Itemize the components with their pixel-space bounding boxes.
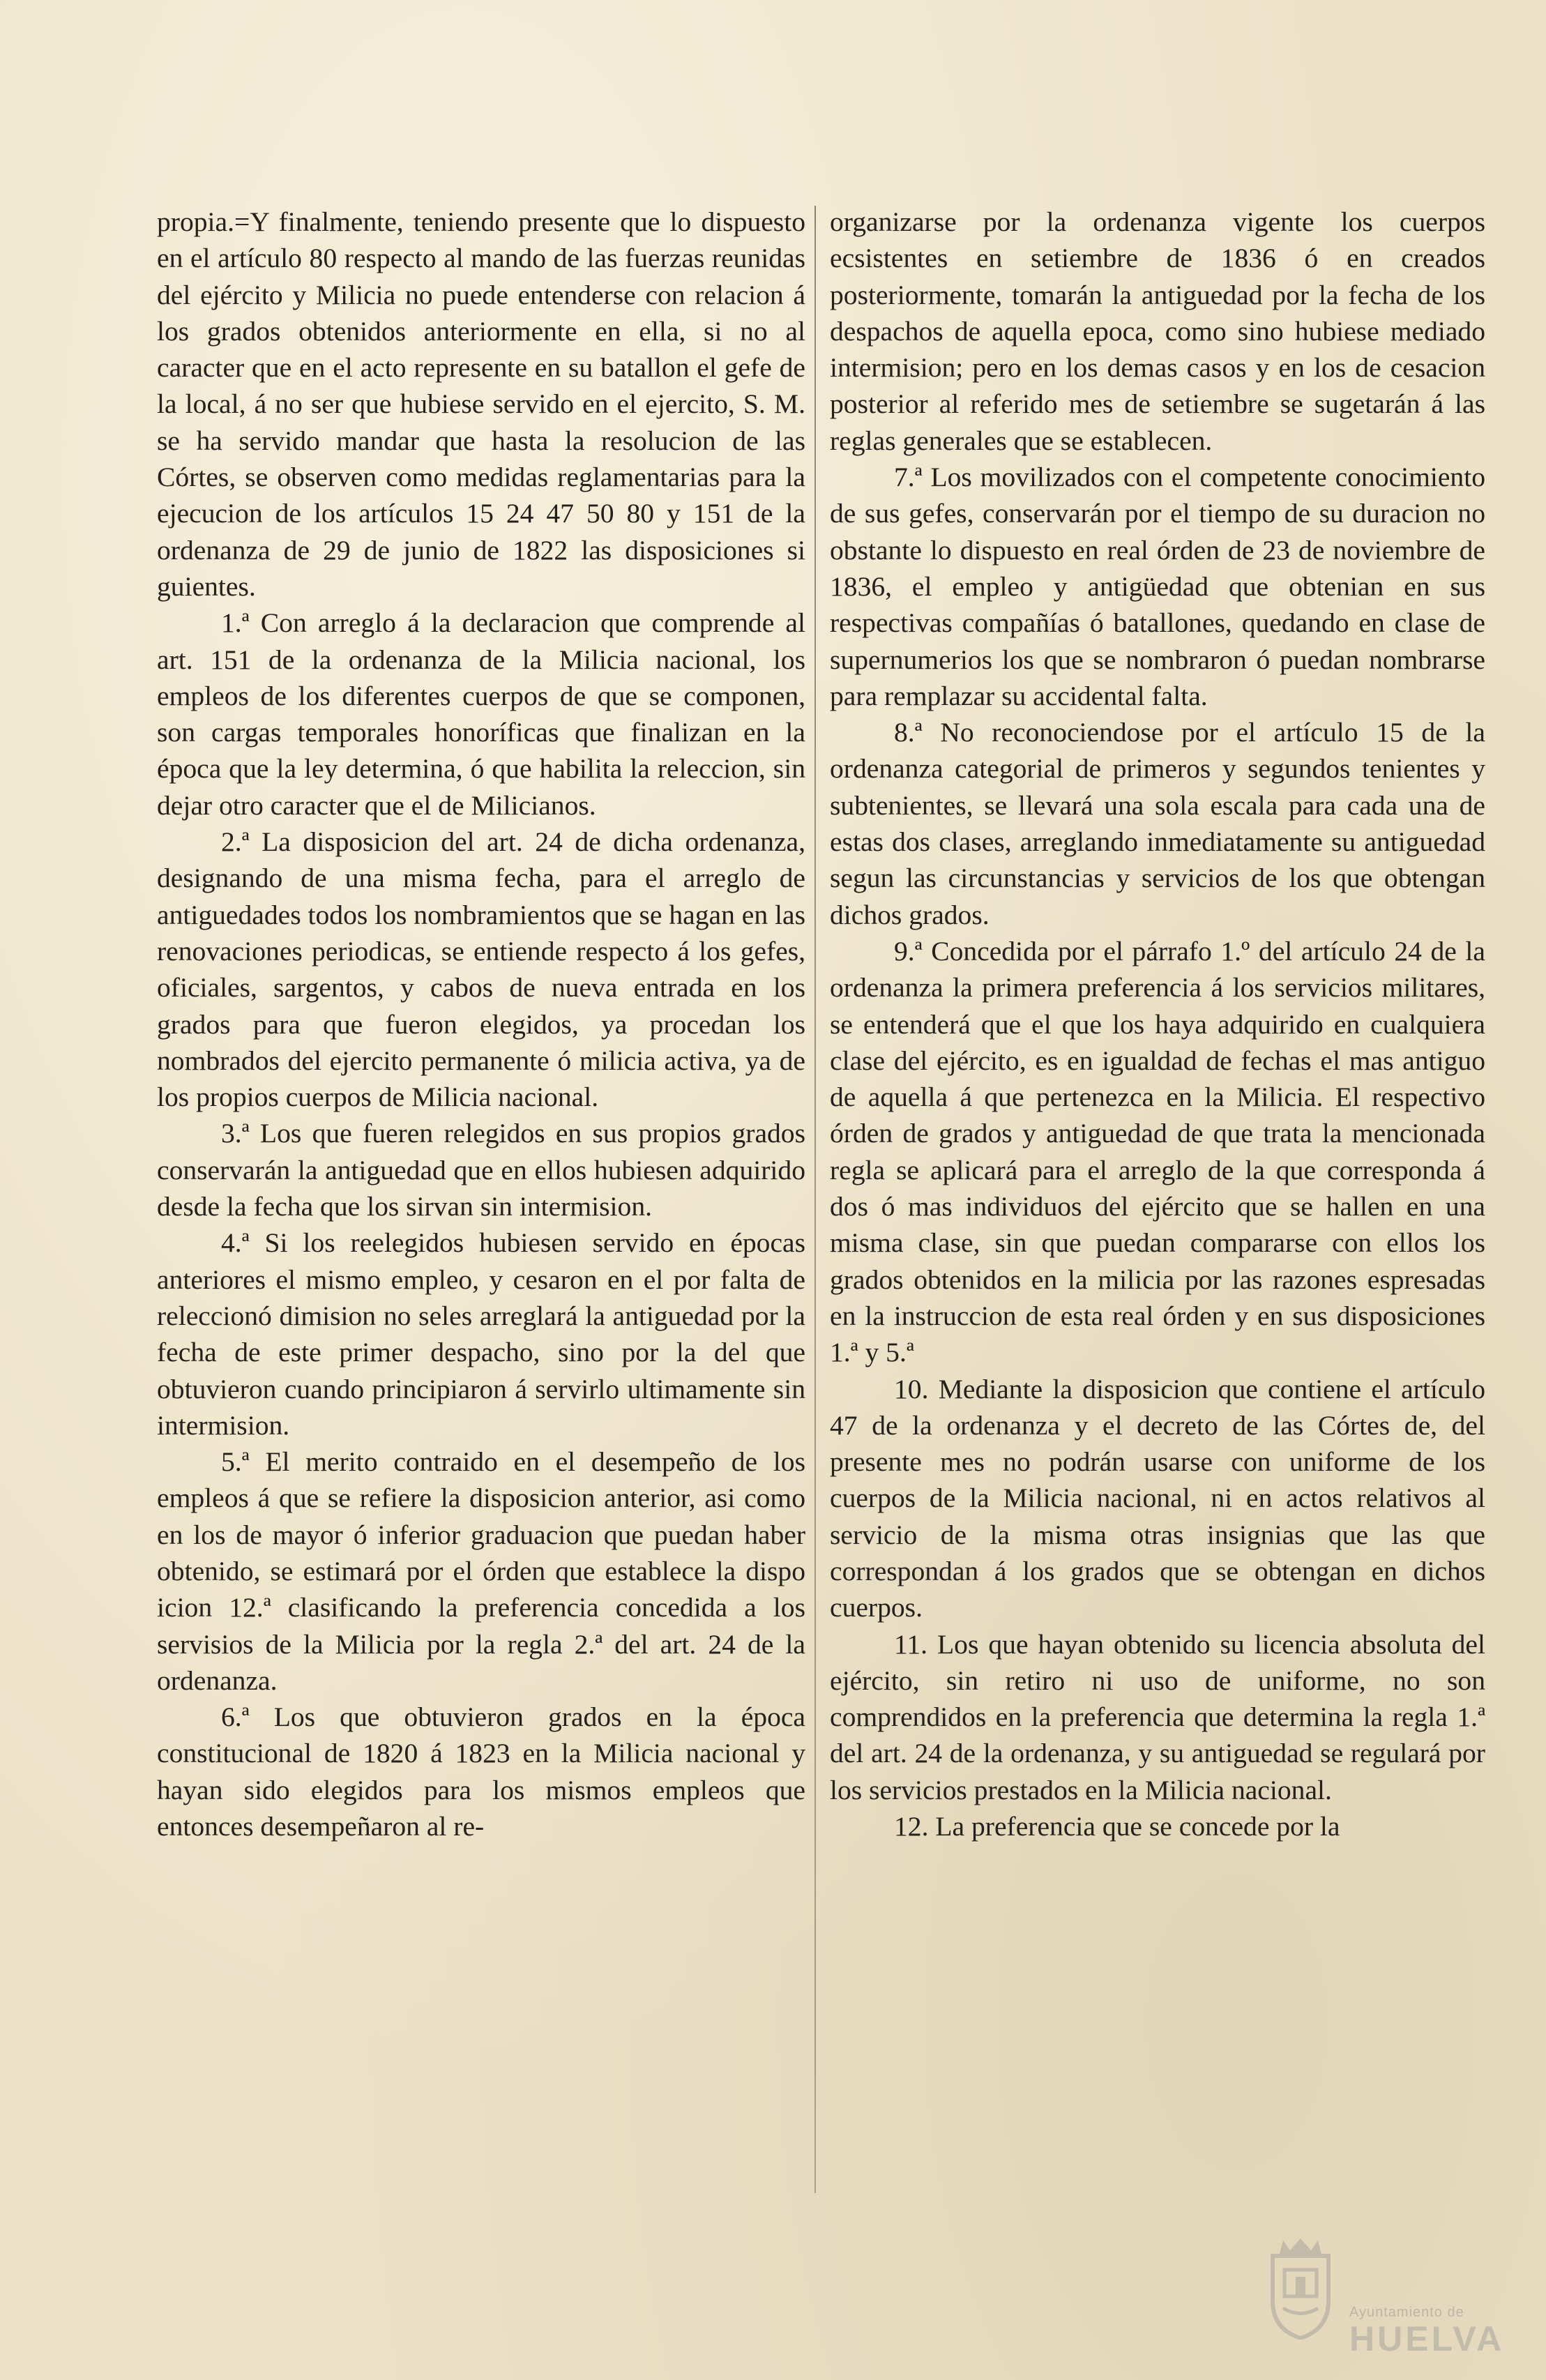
paragraph-rule-1: 1.ª Con arreglo á la declaracion que comprende al art. 151 de la ordenanza de la Milicia nacional, los empleos de los diferentes cuerpos de que se componen, son cargas temporales honoríficas que finalizan en la época que la ley determina, ó que habilita la releccion, sin dejar otro caracter que el de Milicianos. bbox=[157, 607, 805, 821]
archive-watermark bbox=[1262, 2235, 1505, 2367]
paragraph-rule-9: 9.ª Concedida por el párrafo 1.º del artículo 24 de la ordenanza la primera preferencia á los servicios militares, se entenderá que el que los haya adquirido en cualquiera clase del ejército, es en igualdad de fechas el mas antiguo de aquella á que pertenezca en la Milicia. El respectivo órden de grados y antiguedad de que trata la mencionada regla se aplicará para el arreglo de la que corresponda á dos ó mas individuos del ejército que se hallen en una misma clase, sin que puedan compararse con ellos los grados obtenidos en la milicia por las razones espresadas en la instruccion de esta real órden y en sus disposiciones 1.ª y 5.ª bbox=[830, 935, 1485, 1368]
right-column bbox=[830, 204, 1485, 2212]
paragraph-rule-12: 12. La preferencia que se concede por la bbox=[894, 1811, 1340, 1842]
left-column bbox=[157, 204, 805, 2212]
crest-icon bbox=[1262, 2235, 1339, 2340]
paragraph-rule-5: 5.ª El merito contraido en el desempeño de los empleos á que se refiere la disposicion anterior, asi como en los de mayor ó inferior graduacion que puedan haber obtenido, se estimará por el órden que establece la dispo icion 12.ª clasificando la preferencia concedida a los servisios de la Milicia por la regla 2.ª del art. 24 de la ordenanza. bbox=[157, 1446, 805, 1696]
paragraph-intro: propia.=Y finalmente, teniendo presente que lo dispuesto en el artículo 80 respecto al mando de las fuerzas reunidas del ejército y Milicia no puede entenderse con relacion á los grados obtenidos anteriormente en ella, si no al caracter que en el acto represente en su batallon el gefe de la local, á no ser que hubiese servido en el ejercito, S. M. se ha servido mandar que hasta la resolucion de las Córtes, se observen como medidas reglamentarias para la ejecucion de los artículos 15 24 47 50 80 y 151 de la ordenanza de 29 de junio de 1822 las disposiciones si guientes. bbox=[157, 206, 805, 602]
paragraph-rule-7: 7.ª Los movilizados con el competente conocimiento de sus gefes, conservarán por el tiempo de su duracion no obstante lo dispuesto en real órden de 23 de noviembre de 1836, el empleo y antigüedad que obtenian en sus respectivas compañías ó batallones, quedando en clase de supernumerios los que se nombraron ó puedan nombrarse para remplazar su accidental falta. bbox=[830, 462, 1485, 711]
paragraph-rule-4: 4.ª Si los reelegidos hubiesen servido en épocas anteriores el mismo empleo, y cesaron en el por falta de releccionó dimision no seles arreglará la antiguedad por la fecha de este primer despacho, sino por la del que obtuvieron cuando principiaron á servirlo ultimamente sin intermision. bbox=[157, 1227, 805, 1441]
paragraph-rule-11: 11. Los que hayan obtenido su licencia absoluta del ejército, sin retiro ni uso de uniforme, no son comprendidos en la preferencia que determina la regla 1.ª del art. 24 de la ordenanza, y su antiguedad se regulará por los servicios prestados en la Milicia nacional. bbox=[830, 1628, 1485, 1805]
paragraph-rule-2: 2.ª La disposicion del art. 24 de dicha ordenanza, designando de una misma fecha, para el arreglo de antiguedades todos los nombramientos que se hagan en las renovaciones periodicas, se entiende respecto á los gefes, oficiales, sargentos, y cabos de nueva entrada en los grados para que fueron elegidos, ya procedan los nombrados del ejercito permanente ó milicia activa, ya de los propios cuerpos de Milicia nacional. bbox=[157, 826, 805, 1113]
paragraph-rule-3: 3.ª Los que fueren relegidos en sus propios grados conservarán la antiguedad que en ellos hubiesen adquirido desde la fecha que los sirvan sin intermision. bbox=[157, 1118, 805, 1222]
paragraph-rule-8: 8.ª No reconociendose por el artículo 15 de la ordenanza categorial de primeros y segundos tenientes y subtenientes, se llevará una sola escala para cada una de estas dos clases, arreglando inmediatamente su antiguedad segun las circunstancias y servicios de los que obtengan dichos grados. bbox=[830, 717, 1485, 930]
paragraph-rule-10: 10. Mediante la disposicion que contiene el artículo 47 de la ordenanza y el decreto de las Córtes de, del presente mes no podrán usarse con uniforme de los cuerpos de la Milicia nacional, ni en actos relativos al servicio de la misma otras insignias que las que correspondan á los grados que se obtengan en dichos cuerpos. bbox=[830, 1373, 1485, 1623]
paragraph-rule-6-continued: organizarse por la ordenanza vigente los cuerpos ecsistentes en setiembre de 1836 ó en creados posteriormente, tomarán la antiguedad por la fecha de los despachos de aquella epoca, como sino hubiese mediado intermision; pero en los demas casos y en los de cesacion posterior al referido mes de setiembre se sugetarán á las reglas generales que se establecen. bbox=[830, 206, 1485, 456]
watermark-title: HUELVA bbox=[1349, 2319, 1505, 2358]
watermark-subtitle: Ayuntamiento de bbox=[1349, 2305, 1464, 2320]
column-divider bbox=[814, 206, 816, 2193]
paragraph-rule-6: 6.ª Los que obtuvieron grados en la época constitucional de 1820 á 1823 en la Milicia nacional y hayan sido elegidos para los mismos empleos que entonces desempeñaron al re- bbox=[157, 1701, 805, 1842]
